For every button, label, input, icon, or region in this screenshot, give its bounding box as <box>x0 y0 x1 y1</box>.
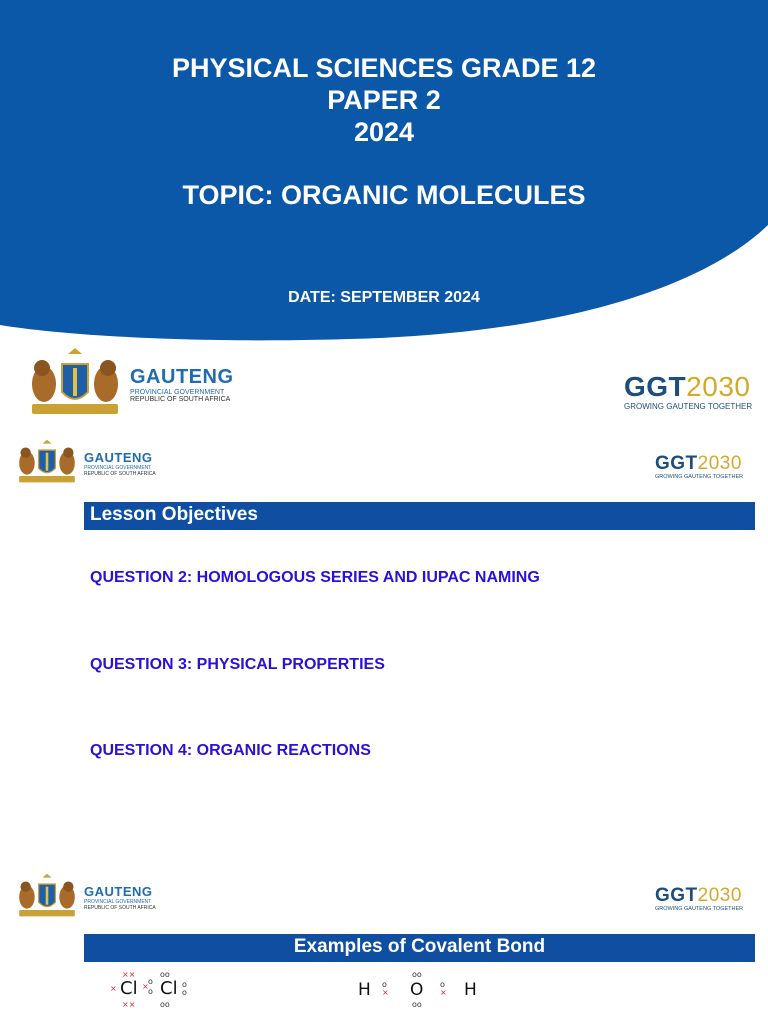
gauteng-logo <box>24 346 234 422</box>
title-line: 2024 <box>353 117 415 147</box>
ggt-tagline: GROWING GAUTENG TOGETHER <box>624 402 753 411</box>
ggt-year: 2030 <box>697 453 742 474</box>
atom-label: H <box>358 980 371 1000</box>
objective-item: QUESTION 2: HOMOLOGOUS SERIES AND IUPAC NAMING <box>90 569 540 586</box>
gauteng-country: REPUBLIC OF SOUTH AFRICA <box>130 395 231 403</box>
gauteng-name: GAUTENG <box>84 449 153 465</box>
gauteng-name: GAUTENG <box>130 365 234 388</box>
atom-label: O <box>410 980 424 1000</box>
atom-label: Cl <box>160 978 178 999</box>
ggt-text: GGT <box>655 885 698 906</box>
lesson-objectives-heading: Lesson Objectives <box>84 502 755 530</box>
ggt2030-logo <box>655 886 743 912</box>
ggt-tagline: GROWING GAUTENG TOGETHER <box>655 474 744 480</box>
gauteng-country: REPUBLIC OF SOUTH AFRICA <box>84 904 156 911</box>
gauteng-name: GAUTENG <box>84 883 153 899</box>
title-line: PAPER 2 <box>327 85 441 115</box>
date-label: DATE: SEPTEMBER 2024 <box>288 289 480 306</box>
ggt-year: 2030 <box>697 885 742 906</box>
topic-title: TOPIC: ORGANIC MOLECULES <box>182 180 586 210</box>
coat-of-arms-icon <box>14 872 80 922</box>
water-lewis-diagram: H o × O oo oo o × H <box>358 970 477 1009</box>
objective-item: QUESTION 3: PHYSICAL PROPERTIES <box>90 656 385 673</box>
gauteng-subtitle: PROVINCIAL GOVERNMENT <box>84 464 152 471</box>
atom-label: H <box>464 980 477 1000</box>
gauteng-country: REPUBLIC OF SOUTH AFRICA <box>84 470 156 477</box>
ggt-text: GGT <box>624 371 687 402</box>
coat-of-arms-icon <box>14 438 80 488</box>
title-line: PHYSICAL SCIENCES GRADE 12 <box>171 53 597 83</box>
gauteng-subtitle: PROVINCIAL GOVERNMENT <box>84 898 152 905</box>
slide-title <box>0 52 768 148</box>
ggt-text: GGT <box>655 453 698 474</box>
gauteng-logo <box>14 438 156 488</box>
ggt-year: 2030 <box>686 371 751 402</box>
ggt2030-logo <box>624 372 752 411</box>
gauteng-logo <box>14 872 156 922</box>
coat-of-arms-icon <box>24 346 126 422</box>
ggt2030-logo <box>655 454 743 480</box>
covalent-heading: Examples of Covalent Bond <box>84 934 755 962</box>
ggt-tagline: GROWING GAUTENG TOGETHER <box>655 906 744 912</box>
chlorine-lewis-diagram: ×× × ×× Cl × o o Cl oo oo o o <box>110 970 187 1009</box>
atom-label: Cl <box>120 978 138 999</box>
title-slide <box>0 0 768 432</box>
gauteng-subtitle: PROVINCIAL GOVERNMENT <box>130 388 225 396</box>
objective-item: QUESTION 4: ORGANIC REACTIONS <box>90 742 371 759</box>
